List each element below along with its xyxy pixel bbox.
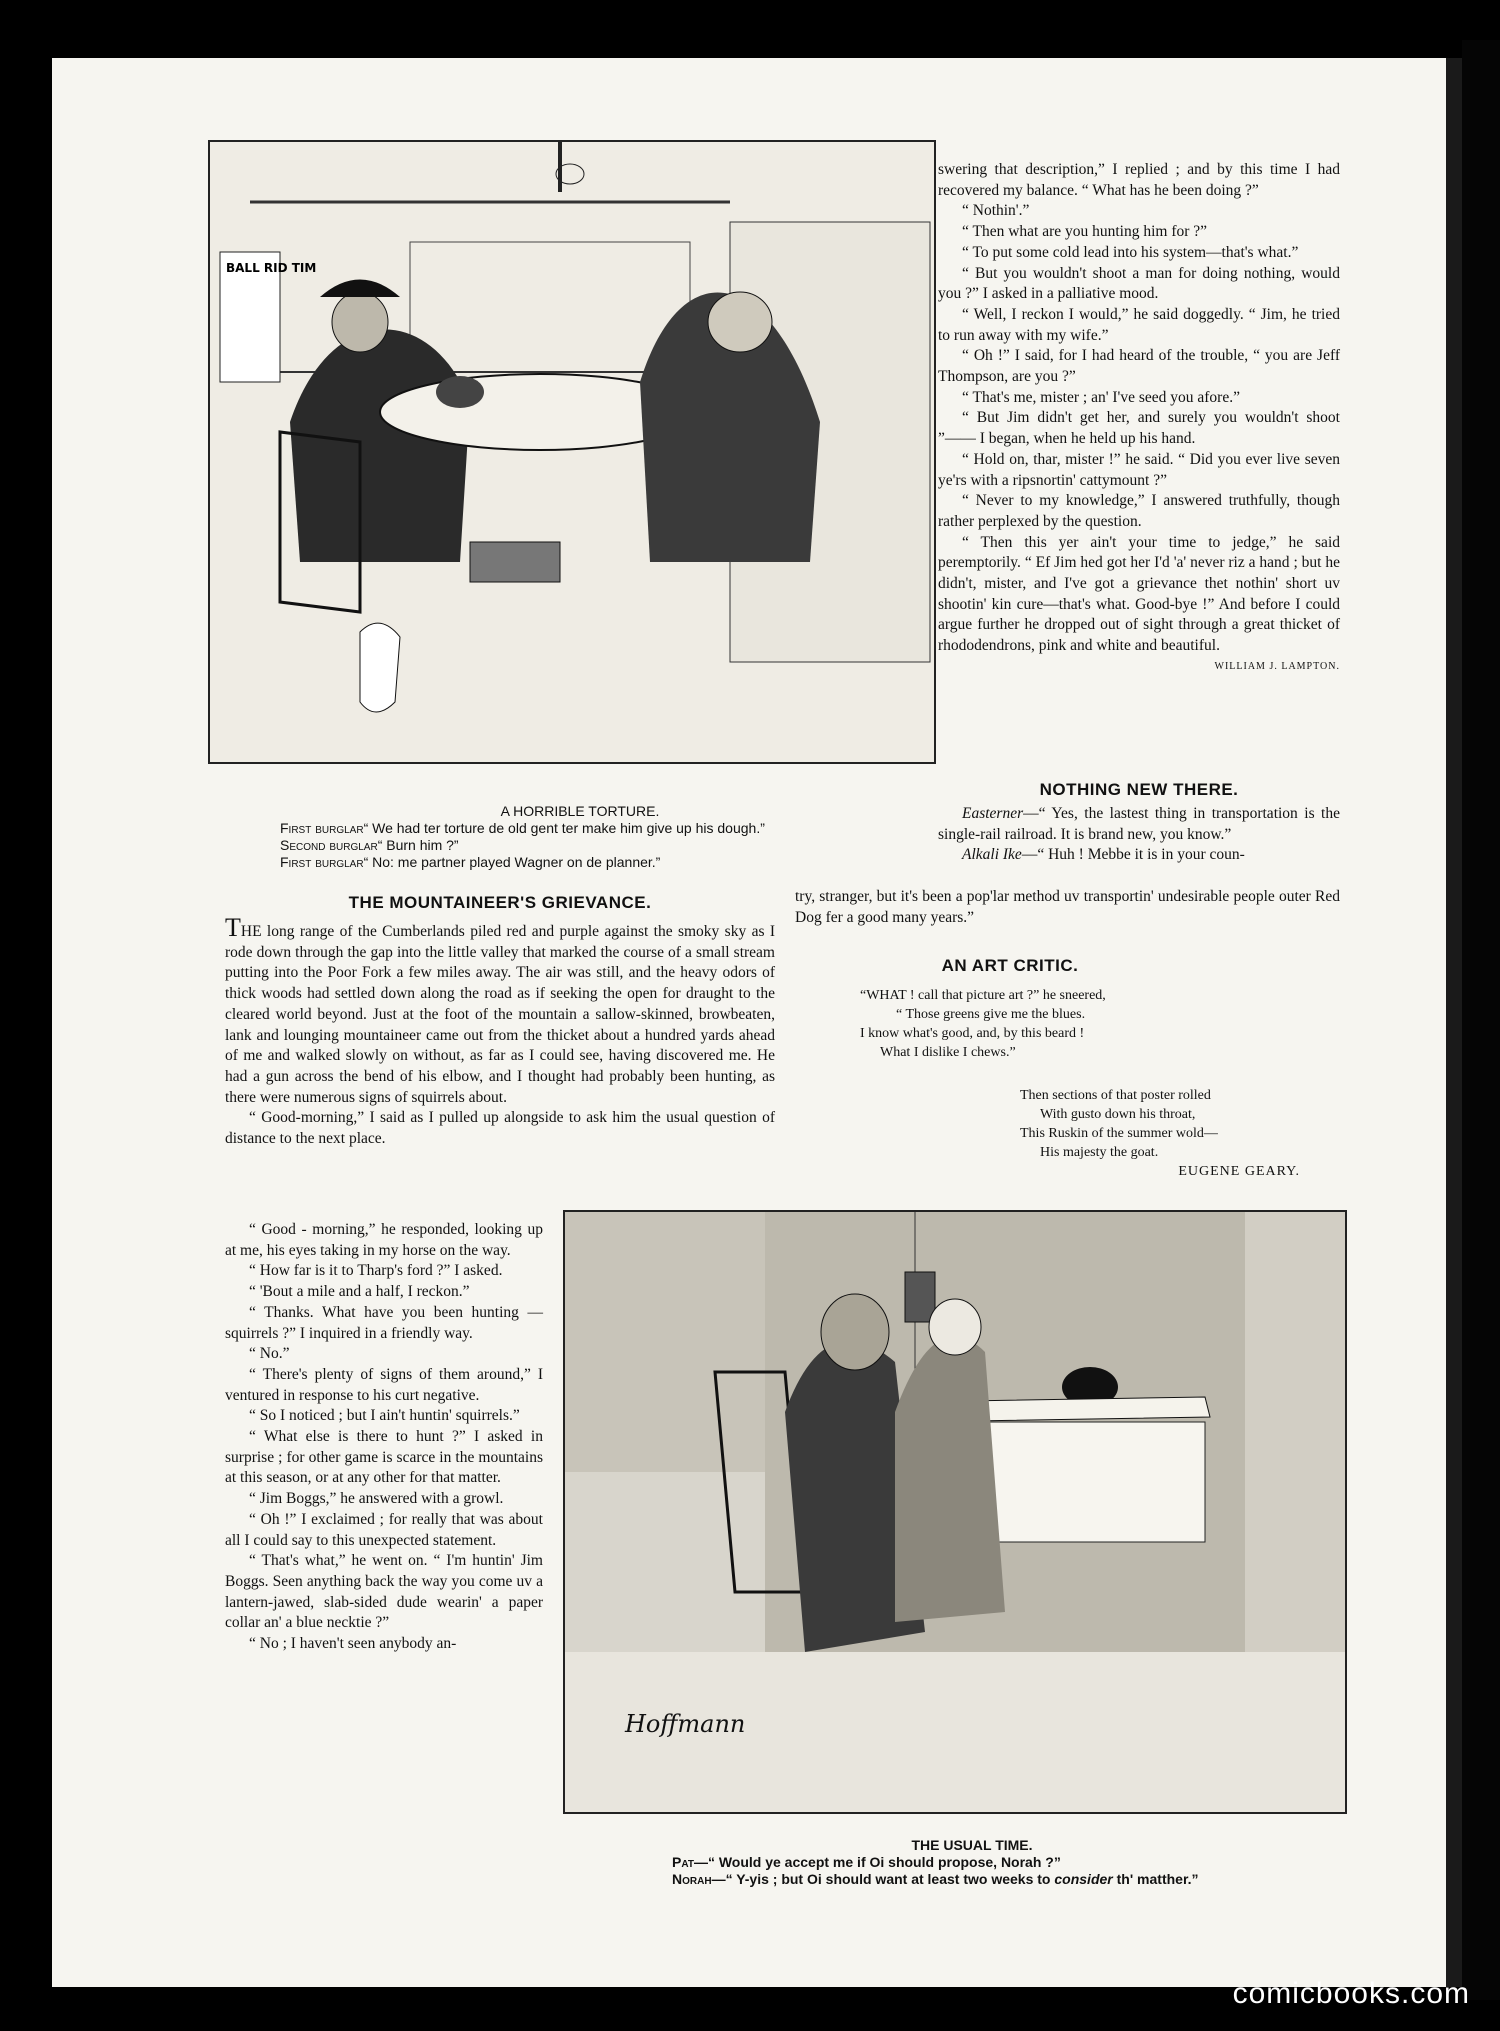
paragraph: “ 'Bout a mile and a half, I reckon.”: [249, 1283, 470, 1301]
paragraph: “ Then what are you hunting him for ?”: [962, 223, 1208, 241]
caption-line: [280, 837, 880, 854]
caption-line: [280, 820, 880, 837]
page-spine: [1446, 58, 1462, 1987]
caption-line: [280, 854, 880, 871]
caption-text: —“ Y-yis ; but Oi should want at least two weeks to: [711, 1871, 1055, 1887]
paragraph: “ So I noticed ; but I ain't huntin' squirrels.”: [249, 1407, 520, 1425]
burglars-caption: [280, 803, 880, 871]
caption-title: A HORRIBLE TORTURE.: [500, 803, 660, 819]
poster-text: BALL RID TIM: [226, 261, 317, 275]
paragraph: “ Well, I reckon I would,” he said doggedly. “ Jim, he tried to run away with my wife.”: [938, 305, 1340, 344]
paragraph: “ To put some cold lead into his system—that's what.”: [962, 243, 1299, 261]
paragraph: “ Nothin'.”: [962, 202, 1030, 220]
paragraph: “ What else is there to hunt ?” I asked in surprise ; for other game is scarce in the mountains at this season, or at any other for that matter.: [225, 1428, 543, 1487]
nothing-new-text: [938, 804, 1340, 866]
paragraph: “ Hold on, thar, mister !” he said. “ Did you ever live seven ye'rs with a ripsnortin' cattymount ?”: [938, 450, 1340, 489]
usual-time-illustration: [563, 1210, 1347, 1814]
paragraph: “ Then this yer ain't your time to jedge,” he said peremptorily. “ Ef Jim hed got her I'd 'a' never riz a hand ; but he didn't, mister, and I've got a grievance thet nothin' short uv shootin' kin cure—that's what. Good-bye !” And before I could argue further he dropped out of sight through a great thicket of rhododendrons, pink and white and beautiful.: [938, 533, 1340, 655]
poem-line: His majesty the goat.: [1040, 1145, 1159, 1160]
caption-text: “ We had ter torture de old gent ter make him give up his dough.”: [363, 820, 765, 836]
speaker-label: First burglar: [280, 854, 364, 870]
paragraph: “ But you wouldn't shoot a man for doing nothing, would you ?” I asked in a palliative mood.: [938, 264, 1340, 303]
story-title: THE MOUNTAINEER'S GRIEVANCE.: [348, 893, 652, 912]
art-critic-poem: [860, 986, 1220, 1062]
burglars-drawing: [210, 142, 934, 762]
paragraph: swering that description,” I replied ; and by this time I had recovered my balance. “ What has he been doing ?”: [938, 161, 1340, 199]
paragraph: [938, 845, 1340, 866]
caption-text: “ Burn him ?”: [377, 837, 459, 853]
poem-line: With gusto down his throat,: [1040, 1107, 1196, 1122]
story-narrow-column: [225, 1220, 543, 1655]
paragraph: “ Good-morning,” I said as I pulled up alongside to ask him the usual question of distance to the next place.: [225, 1109, 775, 1148]
story-right-column: [938, 160, 1340, 678]
caption-emphasis: consider: [1054, 1871, 1113, 1887]
paragraph: “ But Jim didn't get her, and surely you wouldn't shoot ”—— I began, when he held up his hand.: [938, 409, 1340, 448]
usual-time-drawing: [565, 1212, 1345, 1812]
caption-title: THE USUAL TIME.: [911, 1837, 1033, 1853]
speaker-label: Pat: [672, 1854, 694, 1870]
paragraph: “ Thanks. What have you been hunting — squirrels ?” I inquired in a friendly way.: [225, 1303, 543, 1342]
paragraph: “ No ; I haven't seen anybody an-: [249, 1635, 457, 1653]
paragraph: “ How far is it to Tharp's ford ?” I asked.: [249, 1262, 503, 1280]
poem-line: Then sections of that poster rolled: [1020, 1088, 1211, 1103]
paragraph: “ That's me, mister ; an' I've seed you afore.”: [962, 388, 1240, 406]
paragraph: “ Never to my knowledge,” I answered truthfully, though rather perplexed by the question.: [938, 492, 1340, 530]
usual-time-caption: [672, 1837, 1272, 1888]
poem-line: “WHAT ! call that picture art ?” he sneered,: [860, 988, 1106, 1003]
paragraph-text: HE long range of the Cumberlands piled red and purple against the smoky sky as I rode down through the gap into the little valley that marked the course of a small stream putting into the Poor Fork a few miles away. The air was still, and the heavy odors of thick woods had settled down along the road as if seeking the open for draught to the cleared world beyond. Just at the foot of the mountain a sallow-skinned, browbeaten, lank and lounging mountaineer came out from the thicket about a hundred yards ahead of me and walked slowly on without, as far as I could see, having discovered me. He had a gun across the bend of his elbow, and I thought had probably been hunting, as there were numerous signs of squirrels about.: [225, 923, 775, 1106]
caption-text: “ No: me partner played Wagner on de planner.”: [363, 854, 661, 870]
story-opening: [225, 913, 775, 1150]
speaker: Easterner: [962, 805, 1024, 822]
caption-line: [672, 1871, 1272, 1888]
paragraph: [938, 804, 1340, 845]
caption-line: [672, 1854, 1272, 1871]
paragraph: “ Good - morning,” he responded, looking up at me, his eyes taking in my horse on the way.: [225, 1221, 543, 1259]
paragraph-text: —“ Yes, the lastest thing in transportation is the single-rail railroad. It is brand new, you know.”: [938, 805, 1340, 843]
caption-text: th' matther.”: [1112, 1871, 1199, 1887]
paragraph: “ Jim Boggs,” he answered with a growl.: [249, 1490, 504, 1508]
speaker-label: Second burglar: [280, 837, 378, 853]
paragraph: “ Oh !” I exclaimed ; for really that was about all I could say to this unexpected statement.: [225, 1510, 543, 1549]
poem-line: This Ruskin of the summer wold—: [1020, 1126, 1218, 1141]
story-author: WILLIAM J. LAMPTON.: [1214, 660, 1340, 672]
paragraph: “ No.”: [249, 1345, 290, 1363]
paragraph: “ That's what,” he went on. “ I'm huntin' Jim Boggs. Seen anything back the way you come uv a lantern-jawed, slab-sided dude wearin' a paper collar an' a blue necktie ?”: [225, 1552, 543, 1632]
drop-cap: T: [225, 913, 241, 942]
poem-line: “ Those greens give me the blues.: [896, 1007, 1086, 1022]
cat-sketch: [360, 623, 400, 712]
speaker-label: First burglar: [280, 820, 364, 836]
artist-signature: Hoffmann: [625, 1710, 746, 1738]
paragraph: try, stranger, but it's been a pop'lar method uv transportin' undesirable people outer Red Dog fer a good many years.”: [795, 888, 1340, 926]
nothing-new-wide: [795, 887, 1340, 928]
poem-author: EUGENE GEARY.: [1178, 1164, 1300, 1179]
speaker: Alkali Ike: [962, 846, 1022, 864]
burglars-illustration: [208, 140, 936, 764]
art-critic-poem-2: [1020, 1086, 1300, 1181]
scan-edge: [1462, 40, 1500, 2000]
paragraph-text: —“ Huh ! Mebbe it is in your coun-: [1021, 846, 1245, 864]
watermark: comicbooks.com: [1232, 1977, 1470, 2010]
paragraph: “ Oh !” I said, for I had heard of the trouble, “ you are Jeff Thompson, are you ?”: [938, 347, 1340, 386]
poem-line: What I dislike I chews.”: [880, 1045, 1016, 1060]
speaker-label: Norah: [672, 1871, 712, 1887]
nothing-new-title: NOTHING NEW THERE.: [1039, 780, 1239, 799]
paragraph: “ There's plenty of signs of them around,” I ventured in response to his curt negative.: [225, 1365, 543, 1404]
art-critic-title: AN ART CRITIC.: [941, 956, 1079, 975]
caption-text: —“ Would ye accept me if Oi should propose, Norah ?”: [693, 1854, 1061, 1870]
poem-line: I know what's good, and, by this beard !: [860, 1026, 1085, 1041]
opening-paragraph: [225, 913, 775, 1108]
